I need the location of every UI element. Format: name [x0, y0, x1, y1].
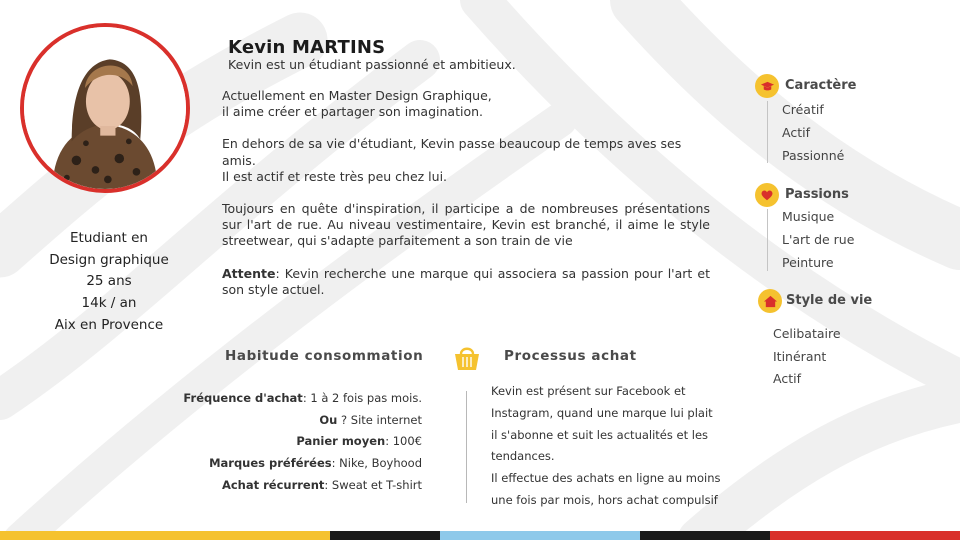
- bottom-color-strip: [0, 531, 960, 540]
- fact-age: 25 ans: [86, 273, 132, 290]
- passions-bar: [767, 209, 768, 271]
- habit-label: Achat récurrent: [221, 477, 325, 492]
- persona-name: Kevin MARTINS: [228, 37, 386, 58]
- profile-facts: [30, 228, 188, 337]
- bio-p1-line1: Actuellement en Master Design Graphique,: [222, 88, 492, 103]
- bio-attente: [222, 266, 710, 298]
- profile-photo: [20, 23, 190, 193]
- caractere-title: Caractère: [785, 78, 857, 93]
- habit-label: Marques préférées: [209, 456, 332, 471]
- habit-value: : 100€: [385, 434, 422, 449]
- habit-label: Ou: [319, 412, 338, 427]
- process-text: [491, 381, 731, 512]
- style-item: Actif: [773, 371, 801, 386]
- habit-row-basket: [160, 431, 422, 453]
- fact-location: Aix en Provence: [54, 316, 164, 333]
- style-title: Style de vie: [786, 293, 873, 308]
- process-line: il s'abonne et suit les actualités et les: [491, 427, 709, 442]
- bio-paragraph-2: [222, 136, 710, 185]
- fact-status-line2: Design graphique: [49, 251, 169, 268]
- home-icon: [758, 289, 782, 313]
- strip-red: [770, 531, 960, 540]
- habits-title: Habitude consommation: [225, 348, 424, 364]
- strip-yellow: [0, 531, 330, 540]
- strip-blue: [440, 531, 640, 540]
- bio-p1-line2: il aime créer et partager son imagination.: [222, 104, 483, 120]
- bio-p2-line2: Il est actif et reste très peu chez lui.: [222, 168, 448, 184]
- attente-label: Attente: [222, 265, 276, 281]
- habit-value: : Nike, Boyhood: [331, 456, 422, 471]
- divider: [466, 391, 467, 503]
- caractere-item: Actif: [782, 125, 810, 140]
- process-line: Kevin est présent sur Facebook et: [491, 384, 686, 398]
- habits-list: [160, 388, 422, 497]
- habit-row-frequency: [160, 388, 422, 410]
- bio-paragraph-3: Toujours en quête d'inspiration, il participe a de nombreuses présentations sur l'art de rue. Au niveau vestimentaire, Kevin est branché, il aime le style streetwear, qui s'adapte parfaitement a son train de vie: [222, 201, 710, 249]
- graduation-cap-icon: [755, 74, 779, 98]
- habit-label: Fréquence d'achat: [183, 391, 303, 405]
- process-title: Processus achat: [504, 348, 637, 364]
- persona-tagline: Kevin est un étudiant passionné et ambitieux.: [228, 57, 516, 72]
- habit-label: Panier moyen: [296, 434, 386, 449]
- habit-value: : Sweat et T-shirt: [324, 477, 422, 492]
- process-line: tendances.: [491, 449, 555, 464]
- caractere-bar: [767, 101, 768, 163]
- process-line: Instagram, quand une marque lui plait: [491, 405, 713, 420]
- bio-p2-line1: En dehors de sa vie d'étudiant, Kevin passe beaucoup de temps aves ses amis.: [222, 136, 682, 168]
- passions-item: Musique: [782, 209, 835, 224]
- passions-title: Passions: [785, 187, 849, 202]
- habit-row-brands: [160, 453, 422, 475]
- caractere-item: Créatif: [782, 102, 824, 117]
- style-item: Celibataire: [773, 326, 841, 341]
- bio-paragraph-1: [222, 88, 710, 120]
- strip-black: [640, 531, 770, 540]
- passions-item: Peinture: [782, 255, 834, 270]
- habit-row-recurring: [160, 475, 422, 497]
- process-line: Il effectue des achats en ligne au moins: [491, 471, 721, 486]
- style-item: Itinérant: [773, 349, 827, 364]
- fact-income: 14k / an: [81, 295, 137, 312]
- basket-icon: [452, 343, 482, 373]
- strip-black: [330, 531, 440, 540]
- fact-status-line1: Etudiant en: [70, 230, 148, 246]
- attente-text: : Kevin recherche une marque qui associera sa passion pour l'art et son style actuel.: [222, 265, 710, 297]
- habit-row-where: [160, 410, 422, 432]
- portrait-image: [24, 27, 186, 189]
- habit-value: : 1 à 2 fois pas mois.: [302, 391, 422, 405]
- habit-value: ? Site internet: [337, 412, 422, 427]
- process-line: une fois par mois, hors achat compulsif: [491, 492, 718, 507]
- passions-item: L'art de rue: [782, 232, 855, 247]
- heart-icon: [755, 183, 779, 207]
- caractere-item: Passionné: [782, 148, 845, 163]
- persona-bio: [222, 88, 710, 314]
